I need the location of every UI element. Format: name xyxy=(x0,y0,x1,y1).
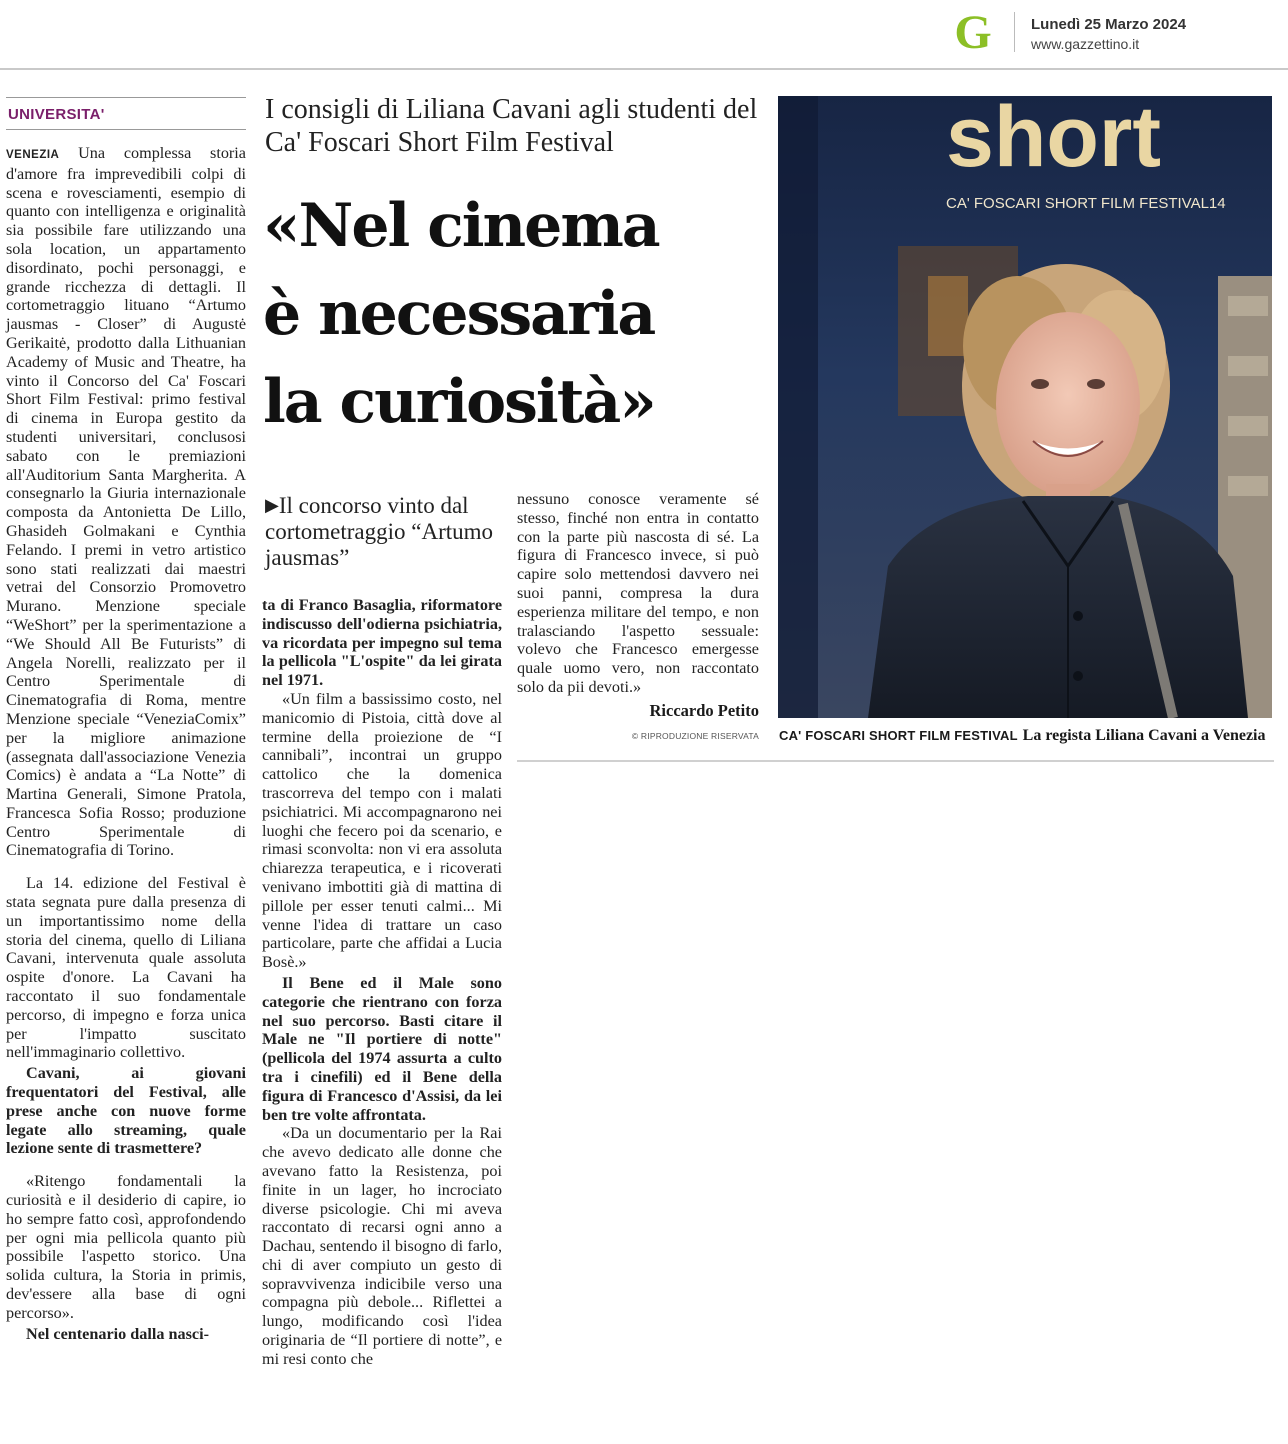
paragraph: La 14. edizione del Festival è stata segnata pure dalla presenza di un importantissimo nome della storia del cinema, quello di Liliana Cavani, intervenuta quale assoluta ospite d'onore. La Cavani ha raccontato il suo fondamentale percorso, di impegno e forza unica per l'impatto suscitato nell'immaginario collettivo. xyxy=(6,874,246,1062)
interview-question: Cavani, ai giovani frequentatori del Festival, alle prese anche con nuove forme legate allo streaming, quale lezione sente di trasmettere? xyxy=(6,1064,246,1158)
header-divider xyxy=(1014,12,1015,52)
interview-question: Nel centenario dalla nasci- xyxy=(26,1324,209,1343)
paragraph: nessuno conosce veramente sé stesso, finché non entra in contatto con la parte più nascosta di sé. La figura di Francesco invece, si può capire solo mettendosi davvero nei suoi panni, compresa la dura esperienza militare del tempo, e non tralasciando l'aspetto sessuale: volevo che Francesco emergesse quale uomo vero, non raccontato solo da pii devoti.» xyxy=(517,490,759,696)
poster-word: short xyxy=(946,96,1161,185)
kicker: I consigli di Liliana Cavani agli studenti del Ca' Foscari Short Film Festival xyxy=(265,94,758,158)
article-column-2 xyxy=(262,596,502,1369)
photo-caption xyxy=(779,726,1273,745)
caption-text: La regista Liliana Cavani a Venezia xyxy=(1022,727,1266,744)
article-column-1 xyxy=(6,97,246,1343)
section-label: UNIVERSITA' xyxy=(6,97,246,130)
paragraph: VENEZIA Una complessa storia d'amore fra imprevedibili colpi di scena e rovesciamenti, esempio di quanto con intelligenza e originalità sia possibile fare utilizzando una sola location, un appartamento disordinato, pochi personaggi, e grande ricchezza di dettagli. Il cortometraggio lituano “Artumo jausmas - Closer” di Augustė Gerikaitė, prodotto dalla Lithuanian Academy of Music and Theatre, ha vinto il Concorso del Ca' Foscari Short Film Festival: primo festival di cinema in Europa gestito da studenti universitari, conclusosi sabato con le premiazioni all'Auditorium Santa Margherita. A consegnarlo la Giuria internazionale composta da Antonietta De Lillo, Ghasideh Golmakani e Cynthia Felando. I premi in vetro artistico sono stati realizzati dai maestri vetrai del Consorzio Promovetro Murano. Menzione speciale “WeShort” per la sperimentazione a “We Should All Be Futurists” di Angela Norelli, realizzato per il Centro Sperimentale di Cinematografia di Roma, mentre Menzione speciale “VeneziaComix” per la migliore animazione (assegnata dall'associazione Venezia Comics) è andata a “La Notte” di Martina Generali, Simone Pratola, Francesca Sofia Rosso; produzione Centro Sperimentale di Cinematografia di Torino. xyxy=(6,144,246,860)
website-url[interactable]: www.gazzettino.it xyxy=(1031,36,1140,52)
headline-line: è necessaria xyxy=(263,279,655,349)
interview-question: ta di Franco Basaglia, riformatore indiscusso dell'odierna psichiatria, va ricordata per impegno sul tema la pellicola "L'ospite" da lei girata nel 1971. xyxy=(262,596,502,690)
paragraph: «Ritengo fondamentali la curiosità e il desiderio di capire, io ho sempre fatto così, approfondendo per ogni mia pellicola quanto più possibile l'aspetto storico. Una solida cultura, la Storia in primis, dev'essere alla base di ogni percorso». xyxy=(6,1172,246,1322)
newspaper-logo: G xyxy=(954,6,992,59)
article-photo xyxy=(778,96,1272,718)
poster-subtitle: CA' FOSCARI SHORT FILM FESTIVAL14 xyxy=(946,195,1226,212)
copyright-notice: © RIPRODUZIONE RISERVATA xyxy=(631,730,759,741)
paragraph: «Da un documentario per la Rai che avevo dedicato alle donne che avevano fatto la Resistenza, poi finite in un lager, ho incrociato diverse psicologie. Chi mi aveva raccontato di recarsi ogni anno a Dachau, sentendo il bisogno di farlo, chi di aver compiuto un gesto di sopravvivenza indicibile verso una compagna più debole... Riflettei a lungo, modificando così l'idea originaria de “Il portiere di notte”, e mi resi conto che xyxy=(262,1124,502,1368)
headline xyxy=(263,182,763,446)
triangle-bullet-icon: ▶ xyxy=(265,495,279,515)
headline-line: la curiosità» xyxy=(263,367,655,437)
caption-credit: CA' FOSCARI SHORT FILM FESTIVAL xyxy=(779,728,1018,743)
paragraph: «Un film a bassissimo costo, nel manicomio di Pistoia, città dove al termine della proiezione de “I cannibali”, incontrai un gruppo cattolico che la domenica trascorreva del tempo con i malati psichiatrici. Mi accompagnarono nei luoghi che fecero poi da scenario, e rimasi sconvolta: non vi era assoluta chiarezza terapeutica, e i ricoverati venivano imbottiti già di mattina di pillole per esser tenuti calmi... Mi venne l'idea di trattare un caso particolare, parte che affidai a Lucia Bosè.» xyxy=(262,689,502,972)
article-column-3 xyxy=(517,490,759,741)
byline: Riccardo Petito xyxy=(649,700,759,720)
subheadline: ▶Il concorso vinto dal cortometraggio “Artumo jausmas” xyxy=(265,493,494,570)
dateline: VENEZIA xyxy=(6,149,60,161)
header-rule xyxy=(0,68,1288,70)
caption-divider xyxy=(517,760,1274,762)
headline-line: «Nel cinema xyxy=(263,191,659,261)
interview-question: Il Bene ed il Male sono categorie che rientrano con forza nel suo percorso. Basti citare il Male ne "Il portiere di notte" (pellicola del 1974 assurta a culto tra i cinefili) ed il Bene della figura di Francesco d'Assisi, da lei ben tre volte affrontata. xyxy=(262,973,502,1124)
photo-illustration xyxy=(778,96,1272,718)
issue-date: Lunedì 25 Marzo 2024 xyxy=(1031,16,1187,33)
